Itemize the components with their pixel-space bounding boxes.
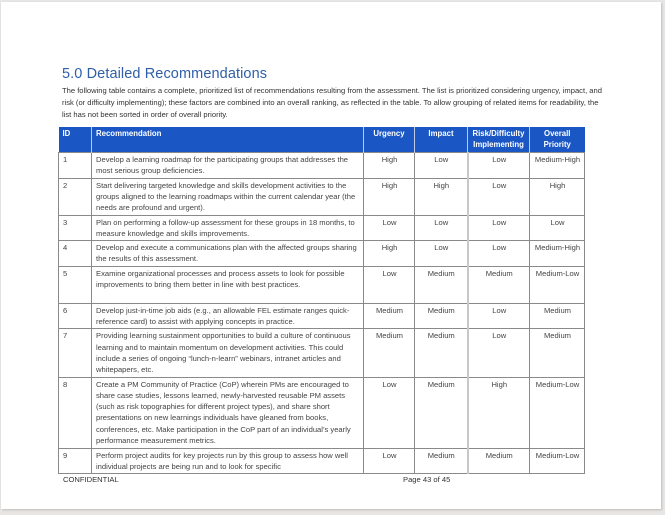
cell-impact: Medium: [415, 377, 468, 448]
cell-recommendation: Create a PM Community of Practice (CoP) wherein PMs are encouraged to share case studies, lessons learned, newly-harvested reusable PM assets (such as risk topographies for different project types), and share short presentations on new learnings individuals have gleaned from books, conferences, etc. Make participation in the CoP part of an individual’s yearly performance measurement metrics.: [92, 377, 364, 448]
table-row: [59, 377, 585, 448]
cell-urgency: Low: [364, 448, 415, 474]
column-header-recommendation: Recommendation: [92, 127, 364, 153]
cell-urgency: High: [364, 178, 415, 215]
table-row: [59, 153, 585, 179]
column-header-risk: Risk/Difficulty Implementing: [468, 127, 530, 153]
cell-id: 3: [59, 215, 92, 241]
cell-impact: Medium: [415, 303, 468, 329]
column-header-priority: Overall Priority: [530, 127, 585, 153]
cell-urgency: Low: [364, 266, 415, 303]
cell-impact: Low: [415, 241, 468, 267]
table-header-row: [59, 127, 585, 153]
cell-id: 9: [59, 448, 92, 474]
cell-risk: Low: [468, 329, 530, 377]
cell-priority: Medium-Low: [530, 448, 585, 474]
cell-recommendation: Develop just-in-time job aids (e.g., an allowable FEL estimate ranges quick-reference card) to assist with applying concepts in practice.: [92, 303, 364, 329]
cell-risk: Low: [468, 153, 530, 179]
table-row: [59, 448, 585, 474]
cell-priority: Medium: [530, 303, 585, 329]
cell-risk: Low: [468, 241, 530, 267]
section-intro: The following table contains a complete, prioritized list of recommendations resulting from the assessment. The list is prioritized considering urgency, impact, and risk (or difficulty implementing); these factors are combined into an overall ranking, as reflected in the table. To allow grouping of related items for readability, the list has not been sorted in order of overall priority.: [62, 86, 602, 120]
table-row: [59, 178, 585, 215]
table-row: [59, 215, 585, 241]
cell-risk: Medium: [468, 448, 530, 474]
cell-recommendation: Plan on performing a follow-up assessment for these groups in 18 months, to measure knowledge and skills improvements.: [92, 215, 364, 241]
table-row: [59, 241, 585, 267]
cell-id: 7: [59, 329, 92, 377]
cell-urgency: Low: [364, 215, 415, 241]
cell-risk: Medium: [468, 266, 530, 303]
cell-risk: High: [468, 377, 530, 448]
table-row: [59, 266, 585, 303]
table-row: [59, 329, 585, 377]
section-heading: 5.0 Detailed Recommendations: [62, 66, 268, 82]
cell-recommendation: Examine organizational processes and process assets to look for possible improvements to bring them better in line with best practices.: [92, 266, 364, 303]
cell-impact: Low: [415, 153, 468, 179]
cell-urgency: High: [364, 153, 415, 179]
cell-impact: High: [415, 178, 468, 215]
column-header-id: ID: [59, 127, 92, 153]
cell-impact: Medium: [415, 329, 468, 377]
cell-risk: Low: [468, 178, 530, 215]
cell-risk: Low: [468, 215, 530, 241]
cell-impact: Medium: [415, 266, 468, 303]
recommendations-table: [58, 127, 585, 474]
column-header-urgency: Urgency: [364, 127, 415, 153]
cell-recommendation: Develop a learning roadmap for the participating groups that addresses the most serious group deficiencies.: [92, 153, 364, 179]
table-row: [59, 303, 585, 329]
cell-priority: Medium-High: [530, 241, 585, 267]
cell-priority: High: [530, 178, 585, 215]
cell-recommendation: Perform project audits for key projects run by this group to assess how well individual projects are being run and to look for specific: [92, 448, 364, 474]
cell-id: 5: [59, 266, 92, 303]
cell-priority: Medium-Low: [530, 266, 585, 303]
cell-recommendation: Start delivering targeted knowledge and skills development activities to the groups aligned to the learning roadmaps within the current calendar year (the needs are profound and urgent).: [92, 178, 364, 215]
cell-priority: Low: [530, 215, 585, 241]
cell-id: 2: [59, 178, 92, 215]
cell-urgency: Low: [364, 377, 415, 448]
cell-id: 6: [59, 303, 92, 329]
cell-priority: Medium: [530, 329, 585, 377]
document-page: [1, 2, 661, 509]
column-header-impact: Impact: [415, 127, 468, 153]
cell-urgency: Medium: [364, 303, 415, 329]
cell-risk: Low: [468, 303, 530, 329]
cell-urgency: Medium: [364, 329, 415, 377]
cell-recommendation: Providing learning sustainment opportunities to build a culture of continuous learning and to maintain momentum on development activities. This could include a series of ongoing “lunch-n-learn” webinars, intranet articles and whitepapers, etc.: [92, 329, 364, 377]
cell-impact: Medium: [415, 448, 468, 474]
footer-page-number: Page 43 of 45: [403, 475, 451, 484]
cell-priority: Medium-Low: [530, 377, 585, 448]
cell-urgency: High: [364, 241, 415, 267]
cell-id: 4: [59, 241, 92, 267]
cell-priority: Medium-High: [530, 153, 585, 179]
cell-impact: Low: [415, 215, 468, 241]
cell-recommendation: Develop and execute a communications plan with the affected groups sharing the results of this assessment.: [92, 241, 364, 267]
cell-id: 1: [59, 153, 92, 179]
footer-classification: CONFIDENTIAL: [63, 475, 119, 484]
cell-id: 8: [59, 377, 92, 448]
